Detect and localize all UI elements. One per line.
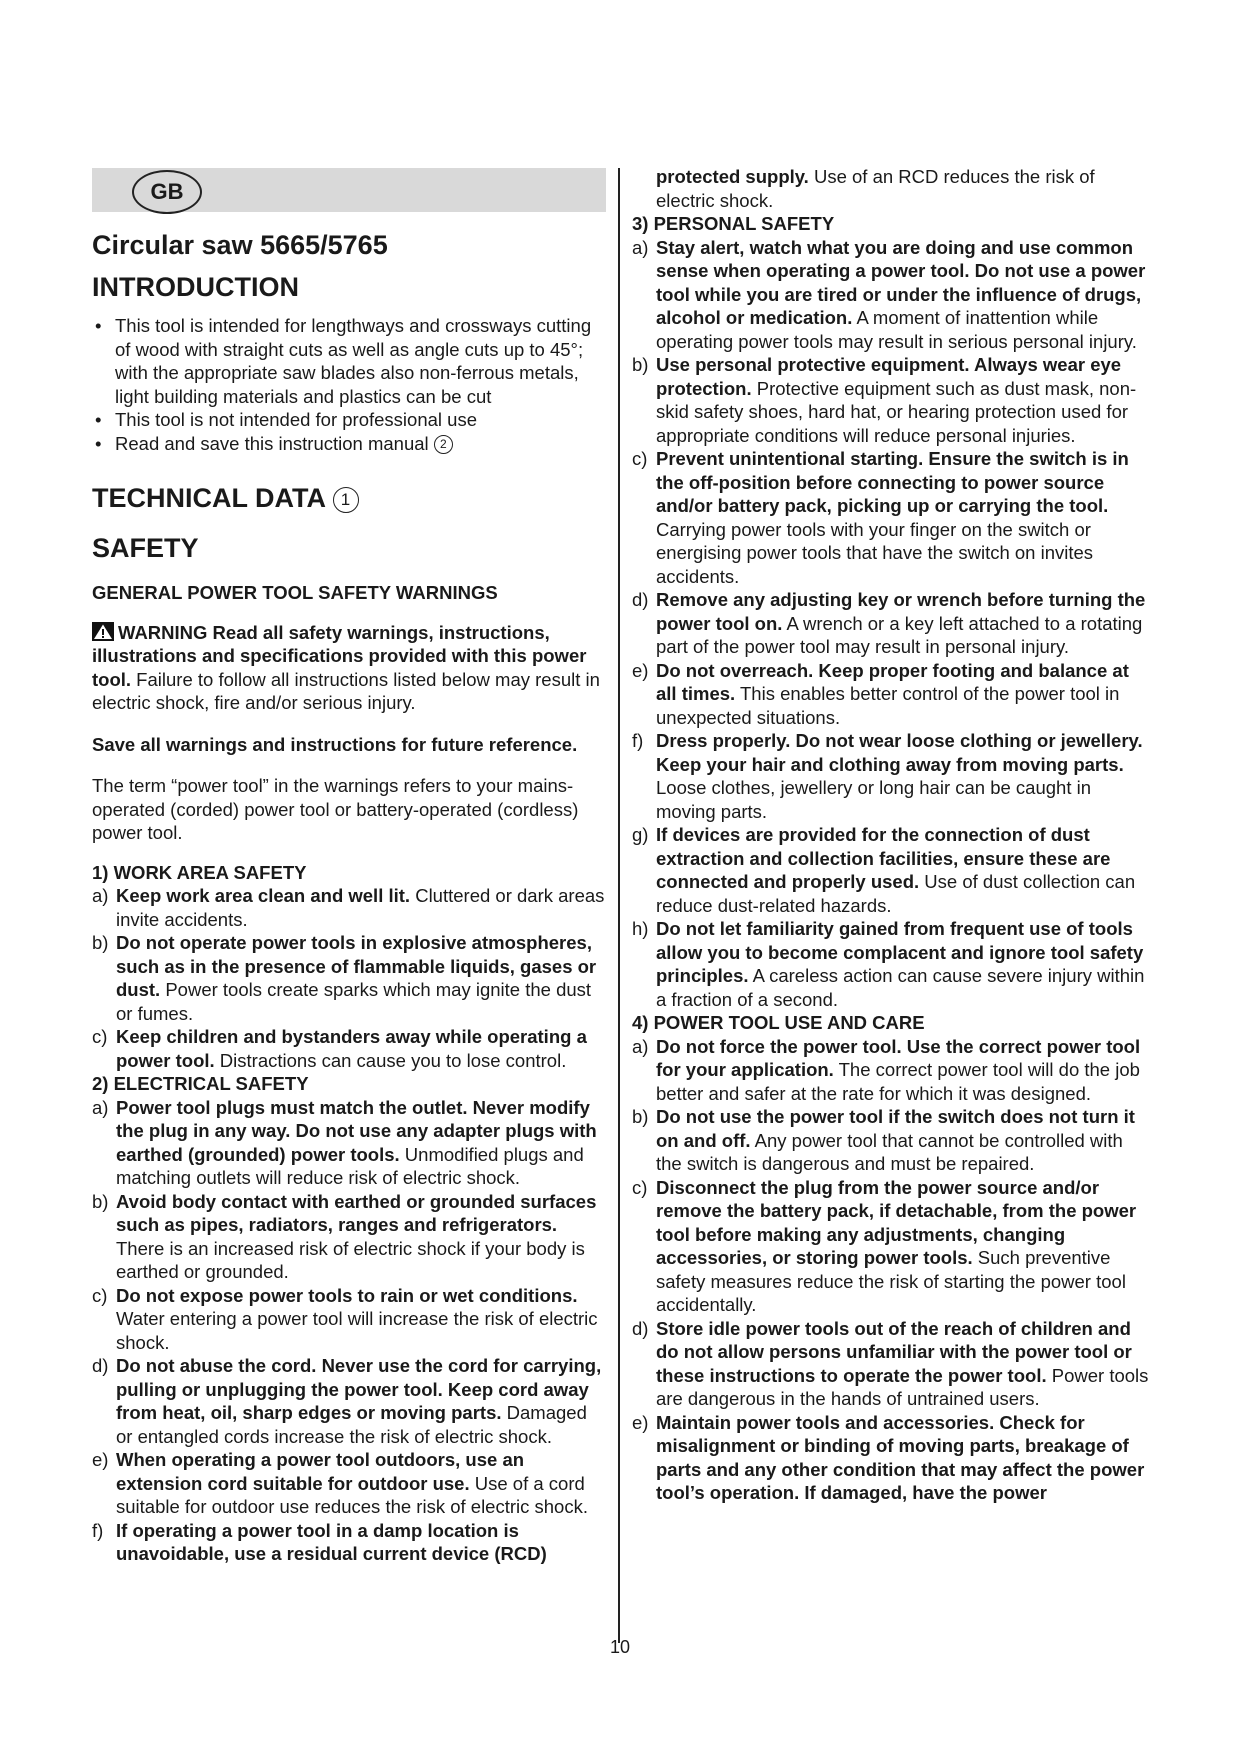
list-item: f) If operating a power tool in a damp location is unavoidable, use a residual current device (RCD) xyxy=(92,1519,547,1564)
section-title-personal: 3) PERSONAL SAFETY xyxy=(632,213,835,234)
section-title-tool-use: 4) POWER TOOL USE AND CARE xyxy=(632,1012,925,1033)
term-definition: The term “power tool” in the warnings refers to your mains-operated (corded) power tool or battery-operated (cordless) power tool. xyxy=(92,775,579,843)
list-item: c) Keep children and bystanders away while operating a power tool. Distractions can cause you to lose control. xyxy=(92,1026,587,1071)
list-item: d) Remove any adjusting key or wrench before turning the power tool on. A wrench or a key left attached to a rotating part of the power tool may result in personal injury. xyxy=(632,589,1146,657)
list-item: c) Disconnect the plug from the power source and/or remove the battery pack, if detachable, from the power tool before making any adjustments, changing accessories, or storing power tools. Such preventive safety measures reduce the risk of starting the power tool accidentally. xyxy=(632,1176,1137,1315)
list-item: d) Do not abuse the cord. Never use the cord for carrying, pulling or unplugging the power tool. Keep cord away from heat, oil, sharp edges or moving parts. Damaged or entangled cords increase the risk of electric shock. xyxy=(92,1355,602,1447)
list-item: a) Power tool plugs must match the outlet. Never modify the plug in any way. Do not use any adapter plugs with earthed (grounded) power tools. Unmodified plugs and matching outlets will reduce risk of electric shock. xyxy=(92,1096,597,1188)
list-item: d) Store idle power tools out of the reach of children and do not allow persons unfamiliar with the power tool or these instructions to operate the power tool. Power tools are dangerous in the hands of untrained users. xyxy=(632,1317,1149,1409)
list-item: a) Keep work area clean and well lit. Cluttered or dark areas invite accidents. xyxy=(92,885,605,930)
figure-ref-icon: 2 xyxy=(434,435,453,454)
technical-data-heading: TECHNICAL DATA 1 xyxy=(92,481,606,515)
list-item: e) When operating a power tool outdoors, use an extension cord suitable for outdoor use. Use of a cord suitable for outdoor use reduces the risk of electric shock. xyxy=(92,1449,588,1517)
list-item: c) Prevent unintentional starting. Ensure the switch is in the off-position before connecting to power source and/or battery pack, picking up or carrying the tool. Carrying power tools with your finger on the switch or energising power tools that have the switch on invites accidents. xyxy=(632,448,1129,587)
list-item: b) Use personal protective equipment. Always wear eye protection. Protective equipment such as dust mask, non-skid safety shoes, hard hat, or hearing protection used for appropriate conditions will reduce personal injuries. xyxy=(632,354,1137,446)
page-number: 10 xyxy=(609,1637,631,1657)
right-column xyxy=(632,165,1150,1505)
product-title: Circular saw 5665/5765 xyxy=(92,230,388,260)
warning-paragraph: WARNING Read all safety warnings, instructions, illustrations and specifications provided with this power tool. Failure to follow all instructions listed below may result in electric shock, fire and/or serious injury. xyxy=(92,621,600,713)
list-item: c) Do not expose power tools to rain or wet conditions. Water entering a power tool will increase the risk of electric shock. xyxy=(92,1284,598,1353)
section-title-work-area: 1) WORK AREA SAFETY xyxy=(92,861,307,883)
intro-bullet: • Read and save this instruction manual 2 xyxy=(92,432,606,456)
intro-bullet: • This tool is intended for lengthways and crossways cutting of wood with straight cuts as well as angle cuts up to 45°; with the appropriate saw blades also non-ferrous metals, light building materials and plastics can be cut xyxy=(95,315,592,407)
column-divider xyxy=(618,168,620,1643)
list-item: e) Do not overreach. Keep proper footing and balance at all times. This enables better control of the power tool in unexpected situations. xyxy=(632,659,1129,728)
section-title-electrical: 2) ELECTRICAL SAFETY xyxy=(92,1073,309,1094)
intro-heading: INTRODUCTION xyxy=(92,272,299,302)
warning-icon xyxy=(92,622,114,641)
list-item: b) Do not use the power tool if the switch does not turn it on and off. Any power tool that cannot be controlled with the switch is dangerous and must be repaired. xyxy=(632,1106,1135,1174)
list-item: b) Do not operate power tools in explosive atmospheres, such as in the presence of flammable liquids, gases or dust. Power tools create sparks which may ignite the dust or fumes. xyxy=(92,932,597,1024)
list-item: a) Do not force the power tool. Use the correct power tool for your application. The correct power tool will do the job better and safer at the rate for which it was designed. xyxy=(632,1035,1141,1104)
save-instructions-line: Save all warnings and instructions for future reference. xyxy=(92,733,578,755)
list-item: e) Maintain power tools and accessories. Check for misalignment or binding of moving parts, breakage of parts and any other condition that may affect the power tool’s operation. If damaged, have the power xyxy=(632,1411,1145,1503)
left-column xyxy=(92,168,606,1566)
figure-ref-icon: 1 xyxy=(333,487,359,513)
safety-subheading: GENERAL POWER TOOL SAFETY WARNINGS xyxy=(92,582,498,603)
safety-heading: SAFETY xyxy=(92,533,199,563)
list-item: h) Do not let familiarity gained from frequent use of tools allow you to become complacent and ignore tool safety principles. A careless action can cause severe injury within a fraction of a second. xyxy=(632,918,1145,1010)
intro-bullet: • This tool is not intended for professional use xyxy=(95,409,477,430)
language-badge: GB xyxy=(132,170,202,214)
list-item: f) Dress properly. Do not wear loose clothing or jewellery. Keep your hair and clothing away from moving parts. Loose clothes, jewellery or long hair can be caught in moving parts. xyxy=(632,730,1143,822)
list-item-continued: protected supply. Use of an RCD reduces the risk of electric shock. xyxy=(656,166,1095,211)
list-item: a) Stay alert, watch what you are doing and use common sense when operating a power tool. Do not use a power tool while you are tired or under the influence of drugs, alcohol or medication. A moment of inattention while operating power tools may result in serious personal injury. xyxy=(632,236,1146,352)
list-item: g) If devices are provided for the connection of dust extraction and collection facilities, ensure these are connected and properly used. Use of dust collection can reduce dust-related hazards. xyxy=(632,824,1136,916)
list-item: b) Avoid body contact with earthed or grounded surfaces such as pipes, radiators, ranges and refrigerators. There is an increased risk of electric shock if your body is earthed or grounded. xyxy=(92,1190,597,1282)
